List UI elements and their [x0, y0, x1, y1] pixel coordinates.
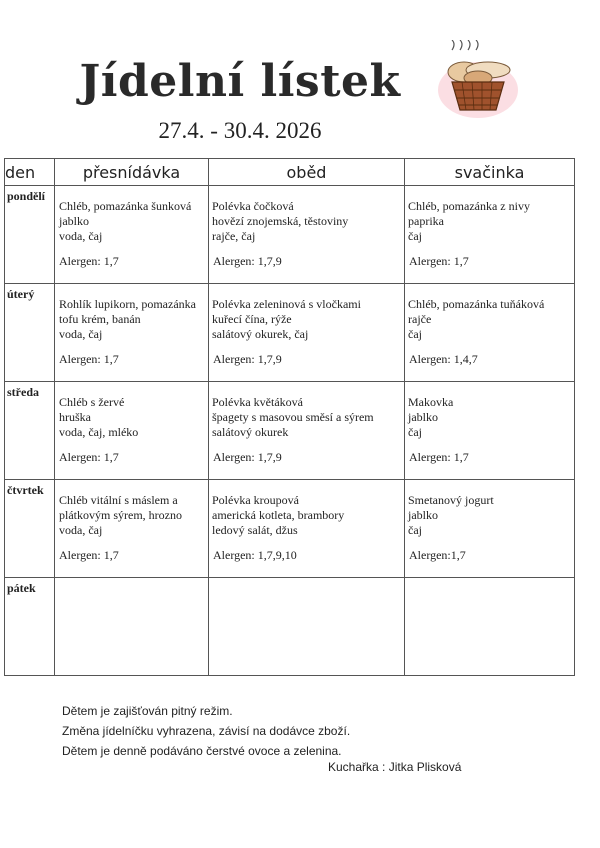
page-title: Jídelní lístek [79, 56, 401, 107]
meal-line: voda, čaj, mléko [59, 425, 139, 439]
menu-row [5, 480, 575, 578]
meal-line: americká kotleta, brambory [212, 508, 345, 522]
meal-line: ledový salát, džus [212, 523, 298, 537]
meal-line: salátový okurek [212, 425, 289, 439]
column-header-snack: svačinka [405, 159, 575, 186]
meal-line: Chléb, pomazánka z nivy [408, 199, 530, 213]
meal-line: Makovka [408, 395, 454, 409]
column-header-breakfast: přesnídávka [55, 159, 209, 186]
meal-line: čaj [408, 425, 422, 439]
meal-line: čaj [408, 229, 422, 243]
meal-line: jablko [408, 410, 438, 424]
meal-line: čaj [408, 523, 422, 537]
meal-line: voda, čaj [59, 523, 103, 537]
lunch-cell [209, 284, 405, 382]
allergen-info: Alergen: 1,7,9 [213, 352, 282, 366]
day-cell [5, 284, 55, 382]
meal-line: Chléb s žervé [59, 395, 125, 409]
note-line: Změna jídelníčku vyhrazena, závisí na dodávce zboží. [62, 724, 351, 738]
breakfast-cell [55, 480, 209, 578]
meal-line: plátkovým sýrem, hrozno [59, 508, 182, 522]
day-name: úterý [7, 287, 35, 301]
day-name: pondělí [7, 189, 46, 203]
snack-cell [405, 578, 575, 676]
menu-row [5, 284, 575, 382]
allergen-info: Alergen: 1,7 [409, 254, 469, 268]
meal-line: Polévka květáková [212, 395, 303, 409]
menu-row [5, 578, 575, 676]
allergen-info: Alergen: 1,7 [59, 352, 119, 366]
day-name: pátek [7, 581, 36, 595]
meal-line: špagety s masovou směsí a sýrem [212, 410, 374, 424]
snack-cell [405, 186, 575, 284]
snack-cell [405, 480, 575, 578]
meal-line: Chléb, pomazánka šunková [59, 199, 192, 213]
meal-line: paprika [408, 214, 444, 228]
snack-cell [405, 382, 575, 480]
meal-line: Chléb vitální s máslem a [59, 493, 178, 507]
allergen-info: Alergen: 1,7,9,10 [213, 548, 297, 562]
allergen-info: Alergen:1,7 [409, 548, 466, 562]
allergen-info: Alergen: 1,7 [59, 548, 119, 562]
allergen-info: Alergen: 1,7 [59, 450, 119, 464]
meal-line: jablko [59, 214, 89, 228]
allergen-info: Alergen: 1,7 [59, 254, 119, 268]
day-cell [5, 578, 55, 676]
notes [62, 701, 350, 761]
meal-line: Chléb, pomazánka tuňáková [408, 297, 545, 311]
meal-line: Polévka zeleninová s vločkami [212, 297, 361, 311]
allergen-info: Alergen: 1,7 [409, 450, 469, 464]
day-name: středa [7, 385, 39, 399]
day-cell [5, 186, 55, 284]
allergen-info: Alergen: 1,7,9 [213, 450, 282, 464]
column-header-day: den [5, 159, 55, 186]
bread-basket-icon [430, 40, 530, 120]
cook-signature: Kuchařka : Jitka Plisková [328, 760, 462, 774]
breakfast-cell [55, 186, 209, 284]
meal-line: čaj [408, 327, 422, 341]
lunch-cell [209, 480, 405, 578]
menu-row [5, 382, 575, 480]
snack-cell [405, 284, 575, 382]
menu-table [4, 158, 575, 676]
lunch-cell [209, 186, 405, 284]
meal-line: hruška [59, 410, 91, 424]
breakfast-cell [55, 382, 209, 480]
meal-line: rajče [408, 312, 432, 326]
day-cell [5, 382, 55, 480]
day-cell [5, 480, 55, 578]
note-line: Dětem je denně podáváno čerstvé ovoce a zelenina. [62, 744, 342, 758]
meal-line: voda, čaj [59, 327, 103, 341]
meal-line: voda, čaj [59, 229, 103, 243]
breakfast-cell [55, 578, 209, 676]
breakfast-cell [55, 284, 209, 382]
meal-line: Polévka čočková [212, 199, 294, 213]
allergen-info: Alergen: 1,4,7 [409, 352, 478, 366]
meal-line: kuřecí čína, rýže [212, 312, 292, 326]
meal-line: salátový okurek, čaj [212, 327, 309, 341]
lunch-cell [209, 578, 405, 676]
header-row [5, 159, 575, 186]
meal-line: Smetanový jogurt [408, 493, 494, 507]
day-name: čtvrtek [7, 483, 44, 497]
meal-line: hovězí znojemská, těstoviny [212, 214, 349, 228]
column-header-lunch: oběd [209, 159, 405, 186]
meal-line: rajče, čaj [212, 229, 256, 243]
date-range: 27.4. - 30.4. 2026 [158, 118, 322, 143]
note-line: Dětem je zajišťován pitný režim. [62, 704, 233, 718]
allergen-info: Alergen: 1,7,9 [213, 254, 282, 268]
lunch-cell [209, 382, 405, 480]
menu-row [5, 186, 575, 284]
meal-line: jablko [408, 508, 438, 522]
meal-line: Polévka kroupová [212, 493, 299, 507]
meal-line: tofu krém, banán [59, 312, 141, 326]
meal-line: Rohlík lupikorn, pomazánka [59, 297, 196, 311]
